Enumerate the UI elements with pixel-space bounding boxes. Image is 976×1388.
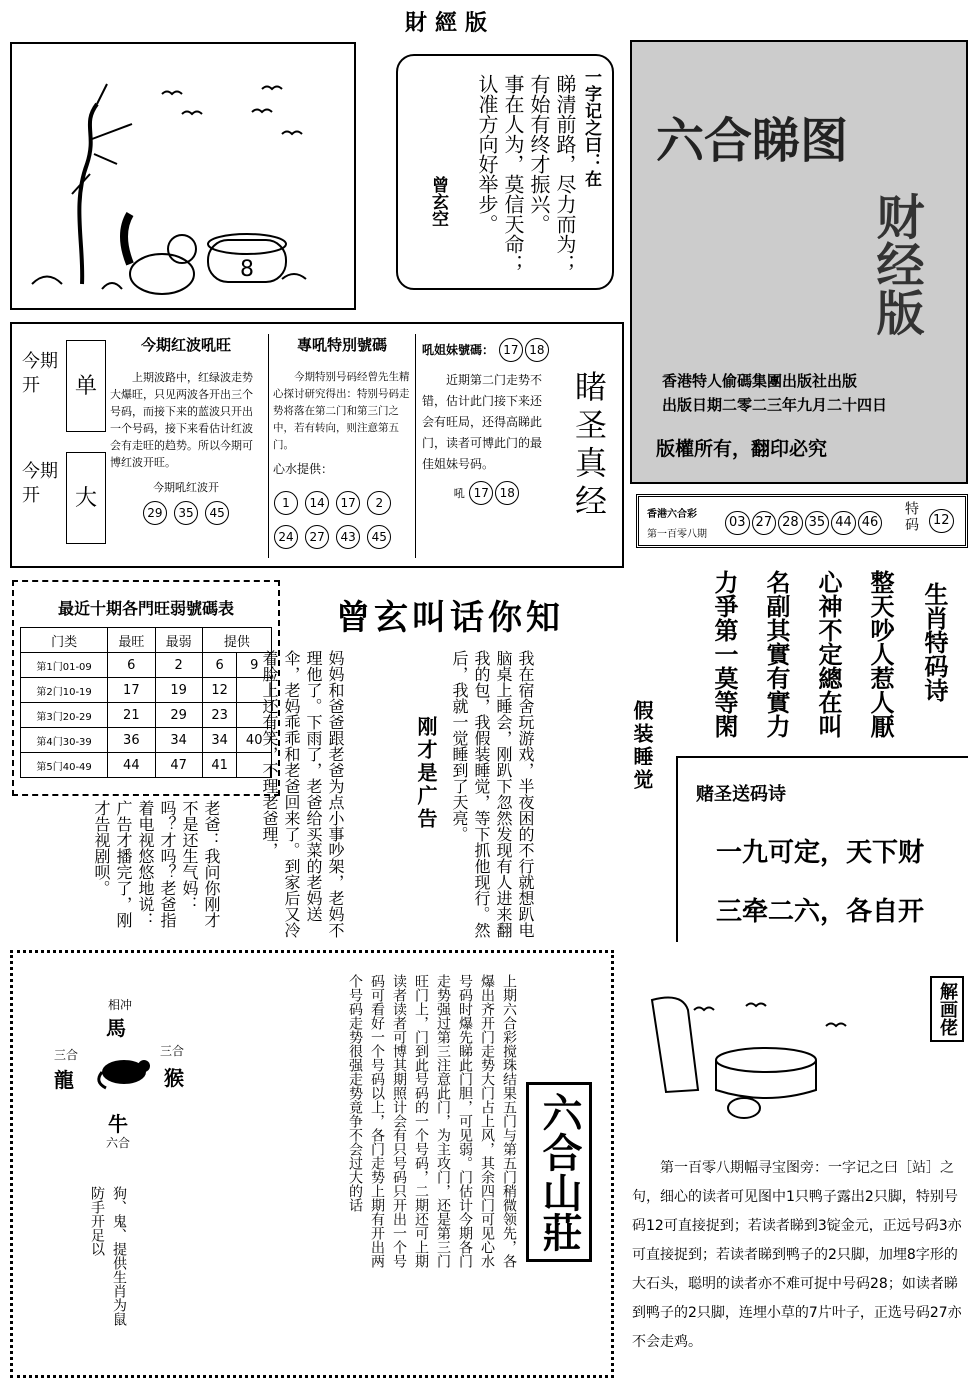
story-col: 然后，我就一觉睡到了天 bbox=[450, 650, 491, 938]
poem-line: 名副其實有實力 bbox=[762, 570, 791, 738]
special-title: 專吼特別號碼 bbox=[296, 336, 387, 354]
scroll-poem bbox=[396, 54, 614, 290]
number-ball: 35 bbox=[174, 501, 198, 525]
stories-banner: 曾玄叫话你知 bbox=[336, 598, 564, 638]
duck-stone-illustration bbox=[626, 986, 916, 1136]
cover-date: 出版日期二零二三年九月二十四日 bbox=[662, 396, 888, 414]
body-col: 上期有开出两个号码走势很强 bbox=[347, 974, 385, 1268]
wave-value-2: 大 bbox=[66, 452, 106, 544]
rat-icon bbox=[94, 1052, 154, 1092]
story-col: 戏，半夜困的不行就想趴电 bbox=[516, 746, 535, 938]
tip-col: 为鼠防 bbox=[89, 1186, 127, 1326]
story-col: 脑桌上睡会，刚趴下忽然发 bbox=[494, 650, 513, 842]
number-table bbox=[20, 627, 272, 778]
special-body: 今期特别号码经曾先生精心探讨研究得出：特别号码走势将落在第二门和第三门之中，若有转向，则注意第五门。 bbox=[273, 371, 410, 451]
body-col: 上期六合彩搅珠结果五门 bbox=[501, 974, 517, 1128]
table-cell: 34 bbox=[155, 728, 202, 753]
gift-poem-line1: 一九可定，天下财 bbox=[716, 838, 925, 868]
cover-subtitle: 财经版 bbox=[868, 192, 924, 336]
story-col: 脸上还有笑，不理老爸 bbox=[260, 666, 279, 826]
zodiac-bottom-label: 六合 bbox=[106, 1136, 131, 1150]
body-col: 心水号码时爆先睇此门胆，可见 bbox=[457, 974, 495, 1268]
cover-rights: 版權所有，翻印必究 bbox=[656, 438, 828, 460]
zodiac-top: 馬 bbox=[106, 1016, 126, 1040]
table-row bbox=[21, 753, 272, 778]
scroll-author: 曾玄空 bbox=[428, 176, 448, 227]
sister-title: 吼姐妹號碼： bbox=[422, 343, 495, 357]
story-col: 老爸：我问你刚才不是还生气 bbox=[180, 800, 221, 928]
result-banner bbox=[636, 494, 968, 548]
puzzle-number: 8 bbox=[240, 257, 254, 282]
table-cell: 29 bbox=[155, 703, 202, 728]
result-number: 46 bbox=[858, 511, 883, 535]
story-col: 假装睡觉，等下抓他 bbox=[472, 730, 491, 874]
table-cell: 12 bbox=[202, 678, 237, 703]
result-issue: 第一百零八期 bbox=[647, 529, 707, 540]
table-cell: 第3门20-29 bbox=[21, 703, 108, 728]
number-ball: 1 bbox=[274, 491, 298, 515]
table-row bbox=[21, 703, 272, 728]
table-cell: 47 bbox=[155, 753, 202, 778]
table-cell: 41 bbox=[202, 753, 237, 778]
body-col: 注意此门，为主攻门，还是第三门 bbox=[435, 1058, 451, 1268]
sister-vertical-title: 睹圣真经 bbox=[570, 370, 608, 522]
story-col: 现行。 bbox=[472, 874, 491, 922]
poem-line: 整天吵人惹人厭 bbox=[866, 570, 895, 738]
puzzle-image-top bbox=[10, 42, 356, 310]
story-col: 告视剧呗。 bbox=[92, 816, 111, 896]
story-col: 吗？ bbox=[158, 848, 177, 880]
gift-poem-line2: 三牵二六，各自开 bbox=[716, 897, 925, 927]
number-table-title: 最近十期各門旺弱號碼表 bbox=[57, 599, 234, 618]
poem-line: 心神不定總在叫 bbox=[814, 570, 843, 738]
zodiac-right-label: 三合 bbox=[160, 1044, 185, 1058]
number-ball: 2 bbox=[367, 491, 391, 515]
body-col: 与第五门稍微领先，各爆出齐开 bbox=[479, 974, 517, 1268]
story-col: 下雨了，老爸给买菜的老妈送 bbox=[304, 714, 323, 922]
red-wave-body: 上期波路中，红绿波走势大爆旺，只见两波各开出三个号码，而接下来的蓝波只开出一个号码，接下来看估计红波会有走旺的趋势。所以今期可博红波开旺。 bbox=[110, 371, 253, 469]
scroll-lines bbox=[474, 74, 578, 274]
gift-poem-title: 赌圣送码诗 bbox=[696, 784, 786, 805]
wave-label-1: 今期开 bbox=[22, 351, 58, 396]
sister-body: 近期第二门走势不错，估计此门接下来还会有旺局，还得高睇此门，读者可博此门的最佳姐妹号码。 bbox=[422, 373, 543, 471]
story-col: 伞，老妈乖乖和老爸回来 bbox=[282, 650, 301, 826]
sister-footer-label: 吼 bbox=[453, 487, 465, 500]
number-ball: 43 bbox=[336, 525, 360, 549]
zodiac-poem bbox=[676, 560, 968, 748]
cover-title: 六合睇图 bbox=[656, 113, 849, 169]
body-col: 期照计会有只号码只开出一个号码 bbox=[369, 974, 407, 1268]
result-number: 44 bbox=[831, 511, 856, 535]
table-header: 门类 bbox=[21, 628, 108, 653]
gift-poem bbox=[676, 756, 968, 942]
number-ball: 45 bbox=[367, 525, 391, 549]
result-special-wrap bbox=[929, 509, 956, 533]
story2-body bbox=[258, 650, 346, 940]
zodiac-poem-lines bbox=[698, 570, 906, 750]
table-cell: 21 bbox=[108, 703, 155, 728]
table-cell: 第4门30-39 bbox=[21, 728, 108, 753]
zodiac-bottom: 牛 bbox=[108, 1112, 128, 1136]
number-ball: 17 bbox=[336, 491, 360, 515]
table-row bbox=[21, 653, 272, 678]
result-number: 35 bbox=[805, 511, 830, 535]
table-cell: 17 bbox=[108, 678, 155, 703]
story-col: 才播完了，刚才 bbox=[92, 800, 133, 928]
table-cell: 23 bbox=[202, 703, 237, 728]
story-col: 理， bbox=[260, 826, 279, 858]
story-col: 亮。 bbox=[450, 810, 469, 842]
number-ball: 14 bbox=[305, 491, 329, 515]
number-ball: 18 bbox=[525, 338, 549, 362]
result-special-label: 特码 bbox=[903, 501, 919, 533]
story-col: 现有人进来翻我的包，我 bbox=[472, 650, 513, 938]
wave-label-2: 今期开 bbox=[22, 461, 58, 506]
number-ball: 18 bbox=[495, 481, 519, 505]
body-col: 门走势大门占上风，其余四门可见 bbox=[479, 1030, 495, 1240]
table-row bbox=[21, 728, 272, 753]
table-cell: 36 bbox=[108, 728, 155, 753]
special-numbers bbox=[273, 485, 411, 553]
story3-body bbox=[90, 800, 222, 940]
number-ball: 17 bbox=[499, 338, 523, 362]
page-header-title: 財經版 bbox=[405, 10, 496, 36]
sister-title-row bbox=[422, 338, 552, 362]
odd-even-big-small bbox=[22, 340, 106, 556]
cover-image bbox=[630, 40, 968, 484]
puzzle-solution-text: 第一百零八期幅寻宝图旁：一字记之曰［站］之句，细心的读者可见图中1只鸭子露出2只脚，特别号码12可直接捉到；若读者睇到3锭金元，正远号码3亦可直接捉到；若读者睇到鸭子的2只脚，加埋8字形的大石头，聪明的读者亦不难可捉中号码28；如读者睇到鸭子的2只脚，连埋小草的7片叶子，正选号码27亦不会走鸡。 bbox=[632, 1160, 962, 1350]
table-cell: 34 bbox=[202, 728, 237, 753]
number-ball: 29 bbox=[143, 501, 167, 525]
story-col: 老爸指着电视 bbox=[136, 800, 177, 928]
scroll-heading: 一字记之曰：在 bbox=[581, 68, 601, 187]
cover-publisher: 香港特人偷碼集團出版社出版 bbox=[662, 372, 858, 390]
number-ball: 45 bbox=[205, 501, 229, 525]
result-number: 28 bbox=[778, 511, 803, 535]
six-harmony-title: 六合山莊 bbox=[526, 1082, 592, 1262]
scroll-line: 认准方向好举步。 bbox=[475, 74, 499, 234]
scroll-line: 事在人为，莫信天命； bbox=[501, 74, 525, 274]
table-cell: 第5门40-49 bbox=[21, 753, 108, 778]
red-wave-footer: 今期吼红波开 bbox=[153, 481, 219, 494]
result-special: 12 bbox=[929, 509, 954, 533]
six-harmony-body bbox=[240, 974, 520, 1274]
table-cell: 19 bbox=[155, 678, 202, 703]
table-cell: 第1门01-09 bbox=[21, 653, 108, 678]
story-col: 妈：吗？才 bbox=[158, 800, 199, 912]
body-col: 走势竟争不会过大的话 bbox=[347, 1072, 363, 1212]
zodiac-top-label: 相冲 bbox=[108, 998, 133, 1012]
number-ball: 17 bbox=[469, 481, 493, 505]
story2-title: 刚才是广告 bbox=[414, 716, 438, 831]
result-number: 03 bbox=[725, 511, 750, 535]
zodiac-poem-title: 生肖特码诗 bbox=[920, 582, 949, 702]
table-cell: 2 bbox=[155, 653, 202, 678]
special-label: 心水提供： bbox=[273, 462, 334, 476]
table-row bbox=[21, 678, 272, 703]
number-ball: 24 bbox=[274, 525, 298, 549]
table-cell: 第2门10-19 bbox=[21, 678, 108, 703]
zodiac-left-label: 三合 bbox=[54, 1048, 79, 1062]
red-wave-title: 今期红波吼旺 bbox=[140, 336, 231, 354]
result-numbers bbox=[725, 511, 884, 535]
number-table-box bbox=[12, 580, 280, 796]
table-cell: 6 bbox=[108, 653, 155, 678]
story-col: 妈妈和爸爸跟老爸为点小事吵 bbox=[326, 650, 345, 858]
zodiac-right: 猴 bbox=[164, 1066, 184, 1090]
poem-line: 力爭第一莫等閑 bbox=[710, 570, 739, 738]
sister-footer bbox=[422, 481, 552, 505]
story-col: 我在宿舍玩游 bbox=[516, 650, 535, 746]
tip-col: 手开足以 bbox=[89, 1200, 105, 1256]
six-harmony-tip bbox=[60, 1186, 130, 1336]
table-header: 最旺 bbox=[108, 628, 155, 653]
raccoon-tree-illustration bbox=[12, 44, 354, 308]
result-label: 香港六合彩 bbox=[647, 509, 697, 520]
table-header-row bbox=[21, 628, 272, 653]
puzzle-solution-label: 解画佬 bbox=[930, 976, 964, 1042]
puzzle-solution-section bbox=[622, 966, 968, 1378]
story-col: 悠悠地说：广告 bbox=[114, 800, 155, 928]
body-col: 旺门上，门到此号码的一个号码， bbox=[413, 974, 429, 1184]
body-col: 二期还可上期读者读者可博其 bbox=[391, 974, 429, 1268]
result-number: 27 bbox=[752, 511, 777, 535]
sister-number-section bbox=[422, 338, 552, 548]
body-col: 弱。门估计今期各门走势强过第三 bbox=[435, 974, 473, 1268]
table-cell: 40 bbox=[237, 728, 272, 753]
zodiac-left: 龍 bbox=[54, 1068, 74, 1092]
table-cell: 9 bbox=[237, 653, 272, 678]
wave-value-1: 单 bbox=[66, 340, 106, 432]
story1-title: 假装睡觉 bbox=[630, 700, 654, 792]
table-cell: 44 bbox=[108, 753, 155, 778]
story1-body bbox=[448, 650, 536, 940]
zodiac-diagram bbox=[44, 996, 204, 1166]
body-col: 可看好一个号码以上，各门走势 bbox=[369, 988, 385, 1184]
special-number-section bbox=[268, 334, 416, 558]
red-wave-section bbox=[110, 334, 262, 558]
table-header: 最弱 bbox=[155, 628, 202, 653]
number-ball: 27 bbox=[305, 525, 329, 549]
scroll-line: 有始有终才振兴。 bbox=[527, 74, 551, 234]
red-wave-numbers bbox=[110, 501, 262, 525]
tip-col: 狗、鬼、提供生肖 bbox=[111, 1186, 127, 1298]
table-cell: 6 bbox=[202, 653, 237, 678]
table-header: 提供 bbox=[202, 628, 271, 653]
scroll-line: 睇清前路，尽力而为； bbox=[553, 74, 577, 274]
story-col: 了。到家后又冷着 bbox=[260, 650, 301, 938]
story-col: 架，老妈不理他了。 bbox=[304, 650, 345, 938]
